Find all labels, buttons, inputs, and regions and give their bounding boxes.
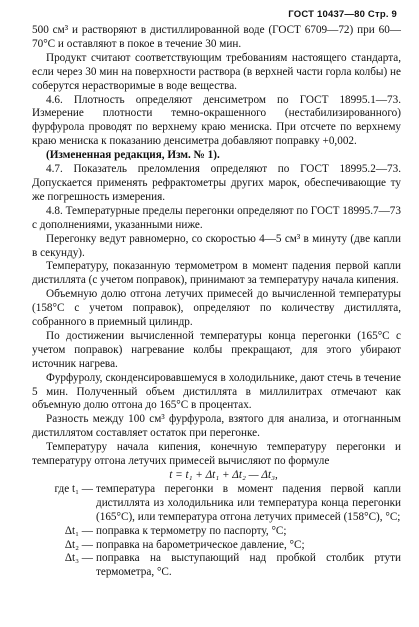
paragraph: 500 см³ и растворяют в дистиллированной воде (ГОСТ 6709—72) при 60—70°С и оставляют в покое в течение 30 мин. bbox=[32, 24, 401, 50]
paragraph: 4.8. Температурные пределы перегонки определяют по ГОСТ 18995.7—73 с дополнениями, указанными ниже. bbox=[32, 204, 401, 231]
paragraph: По достижении вычисленной температуры конца перегонки (165°С с учетом поправок) нагревание колбы прекращают, для этого убирают источник нагрева. bbox=[32, 329, 401, 370]
definition-row bbox=[32, 552, 401, 580]
definition-row bbox=[32, 525, 401, 539]
paragraph: Объемную долю отгона летучих примесей до вычисленной температуры (158°С с учетом поправок), определяют по количеству дистиллята, собранного в приемный цилиндр. bbox=[32, 288, 401, 329]
symbol-definitions bbox=[32, 483, 401, 580]
paragraph: 4.6. Плотность определяют денсиметром по ГОСТ 18995.1—73. Измерение плотности темно-окрашенного (нестабилизированного) фурфурола проводят по верхнему краю мениска. При отсчете по верхнему краю мениска к показанию денсиметра добавляют поправку +0,002. bbox=[32, 93, 401, 148]
definition-text: поправка к термометру по паспорту, °С; bbox=[96, 524, 287, 537]
definition-text: поправка на барометрическое давление, °С; bbox=[96, 538, 305, 551]
paragraph: Температуру начала кипения, конечную температуру перегонки и температуру отгона летучих примесей вычисляют по формуле bbox=[32, 441, 401, 468]
formula: t = t₁ + Δt₁ + Δt₂ — Δt₃, bbox=[169, 469, 278, 481]
page-header: ГОСТ 10437—80 Стр. 9 bbox=[288, 9, 397, 20]
definition-text: температура перегонки в момент падения первой капли дистиллята из холодильника или температура конца перегонки (165°С), или температура отгона летучих примесей (158°С), °С; bbox=[96, 482, 401, 523]
paragraph: Фурфуролу, сконденсировавшемуся в холодильнике, дают стечь в течение 5 мин. Полученный объем дистиллята в миллилитрах отмечают как объемную долю отгона до 165°С в процентах. bbox=[32, 371, 401, 412]
paragraph: 4.7. Показатель преломления определяют по ГОСТ 18995.2—73. Допускается применять рефрактометры других марок, обеспечивающие ту же погрешность измерения. bbox=[32, 163, 401, 203]
paragraph: Перегонку ведут равномерно, со скоростью 4—5 см³ в минуту (две капли в секунду). bbox=[32, 232, 401, 259]
definition-symbol: Δt₂ — bbox=[64, 538, 93, 551]
amendment-note: (Измененная редакция, Изм. № 1). bbox=[46, 149, 220, 162]
definition-symbol: Δt₁ — bbox=[64, 524, 93, 537]
paragraph: Разность между 100 см³ фурфурола, взятого для анализа, и отогнанным дистиллятом составляет остаток при перегонке. bbox=[32, 413, 401, 440]
paragraph: Температуру, показанную термометром в момент падения первой капли дистиллята (с учетом поправок), принимают за температуру начала кипения. bbox=[32, 260, 401, 287]
document-body bbox=[32, 24, 401, 580]
definition-row bbox=[32, 483, 401, 525]
definition-symbol: где t₁ — bbox=[54, 482, 93, 495]
definition-symbol: Δt₃ — bbox=[64, 552, 93, 565]
paragraph: Продукт считают соответствующим требованиям настоящего стандарта, если через 30 мин на поверхности раствора (в верхней части горла колбы) не соберутся нерастворимые в воде вещества. bbox=[32, 51, 401, 92]
definition-row bbox=[32, 539, 401, 553]
definition-text: поправка на выступающий над пробкой столбик ртути термометра, °С. bbox=[96, 552, 401, 579]
